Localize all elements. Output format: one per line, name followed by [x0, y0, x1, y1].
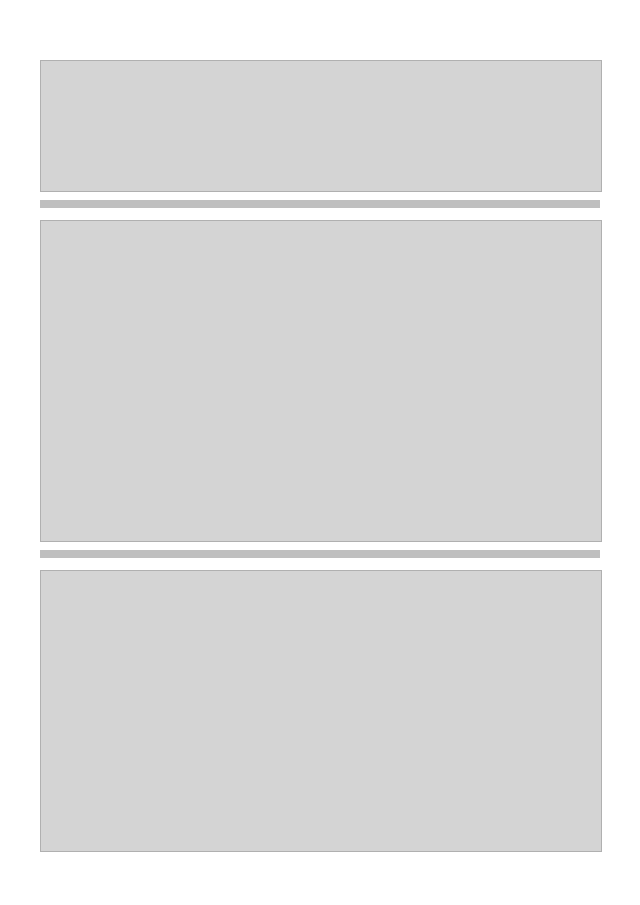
text-block-middle: [40, 220, 602, 542]
text-block-bottom: [40, 570, 602, 852]
text-block-top: [40, 60, 602, 192]
divider: [40, 200, 600, 208]
divider: [40, 550, 600, 558]
